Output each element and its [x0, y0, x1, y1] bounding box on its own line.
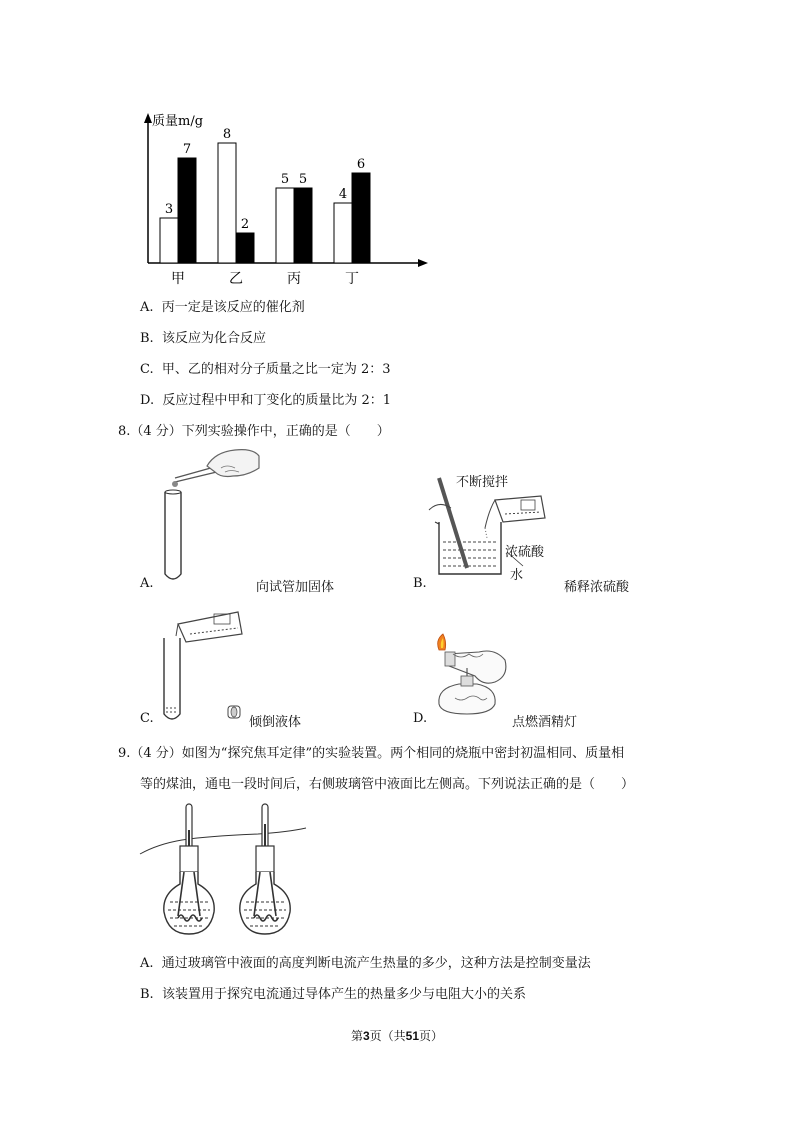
- bar-丁-after: [352, 173, 370, 263]
- footer-text: 页）: [419, 1029, 444, 1043]
- q8-option-c-caption: 倾倒液体: [249, 715, 302, 730]
- bar-甲-after: [178, 158, 196, 263]
- q9-stem-line1: 9.（4 分）如图为“探究焦耳定律”的实验装置。两个相同的烧瓶中密封初温相同、质量相: [118, 746, 625, 761]
- x-axis-arrow: [418, 259, 428, 267]
- q7-option-c: [140, 361, 391, 379]
- option-letter: D.: [140, 393, 155, 408]
- hand-icon: [207, 450, 259, 477]
- option-text: 该反应为化合反应: [161, 331, 266, 346]
- bar-丁-before: [334, 203, 352, 263]
- category-label: 丙: [287, 271, 301, 287]
- bar-chart: [130, 105, 440, 290]
- bar-value-label: 6: [356, 157, 366, 172]
- option-letter: B.: [140, 987, 154, 1002]
- option-text: 甲、乙的相对分子质量之比一定为 2：3: [161, 362, 391, 377]
- flask-left-icon: [164, 804, 214, 934]
- y-axis-label: 质量m/g: [152, 114, 204, 129]
- option-text: 该装置用于探究电流通过导体产生的热量多少与电阻大小的关系: [161, 987, 526, 1002]
- q8-option-a-letter: A.: [140, 576, 154, 591]
- bar-value-label: 4: [338, 187, 348, 202]
- q8-option-b-caption: 稀释浓硫酸: [564, 580, 630, 595]
- q7-option-d: [140, 392, 391, 410]
- test-tube-icon: [164, 638, 180, 719]
- q8-option-c-letter: C.: [140, 711, 154, 726]
- q8-option-d-caption: 点燃酒精灯: [512, 715, 578, 730]
- total-pages: 51: [405, 1029, 420, 1043]
- option-text: 反应过程中甲和丁变化的质量比为 2：1: [162, 393, 392, 408]
- wire-icon: [140, 828, 306, 854]
- bar-乙-before: [218, 143, 236, 263]
- q8-option-d-letter: D.: [413, 711, 428, 726]
- q8-d-illustration: [425, 632, 525, 722]
- bar-value-label: 5: [280, 172, 290, 187]
- q7-option-b: [140, 330, 266, 348]
- bar-丙-after: [294, 188, 312, 263]
- bar-value-label: 5: [298, 172, 308, 187]
- q8-b-label-acid: 浓硫酸: [505, 545, 545, 560]
- chart-bars: [160, 143, 370, 263]
- bar-value-label: 7: [182, 142, 192, 157]
- bar-value-label: 3: [164, 202, 174, 217]
- bar-甲-before: [160, 218, 178, 263]
- chart-category-labels: [171, 271, 359, 287]
- q8-option-a-caption: 向试管加固体: [256, 580, 335, 595]
- page-number: 3: [362, 1029, 370, 1043]
- bar-丙-before: [276, 188, 294, 263]
- page-footer: [0, 1027, 794, 1044]
- footer-text: 第: [350, 1029, 363, 1043]
- option-letter: A.: [140, 300, 154, 315]
- option-text: 通过玻璃管中液面的高度判断电流产生热量的多少，这种方法是控制变量法: [161, 956, 591, 971]
- reagent-bottle-icon: [178, 612, 242, 642]
- flask-right-icon: [240, 804, 290, 934]
- bar-value-label: 8: [222, 127, 232, 142]
- bottle-stopper-icon: [228, 706, 240, 718]
- test-tube-icon: [165, 492, 181, 579]
- q8-a-illustration: [155, 446, 265, 586]
- glass-rod-icon: [439, 478, 467, 568]
- q9-stem-line2: 等的煤油，通电一段时间后，右侧玻璃管中液面比左侧高。下列说法正确的是（ ）: [140, 777, 635, 792]
- option-letter: C.: [140, 362, 154, 377]
- q8-b-label-stir: 不断搅拌: [456, 475, 509, 490]
- q8-c-illustration: [152, 602, 262, 727]
- option-letter: A.: [140, 956, 154, 971]
- q9-option-b: [140, 986, 526, 1004]
- footer-text: 页（共: [369, 1029, 406, 1043]
- option-text: 丙一定是该反应的催化剂: [161, 300, 305, 315]
- q7-option-a: [140, 299, 305, 317]
- category-label: 甲: [171, 271, 185, 287]
- q8-option-b-letter: B.: [413, 576, 427, 591]
- bar-乙-after: [236, 233, 254, 263]
- category-label: 乙: [229, 271, 243, 287]
- option-letter: B.: [140, 331, 154, 346]
- q9-joule-apparatus: [138, 800, 318, 942]
- q8-stem: 8.（4 分）下列实验操作中，正确的是（ ）: [118, 424, 390, 439]
- q8-b-label-water: 水: [510, 568, 524, 583]
- solid-granule-icon: [172, 481, 178, 487]
- alcohol-lamp-icon: [439, 684, 495, 714]
- category-label: 丁: [345, 271, 359, 287]
- y-axis-arrow: [144, 113, 152, 123]
- reagent-bottle-icon: [495, 496, 545, 522]
- bar-value-label: 2: [240, 217, 250, 232]
- q9-option-a: [140, 955, 591, 973]
